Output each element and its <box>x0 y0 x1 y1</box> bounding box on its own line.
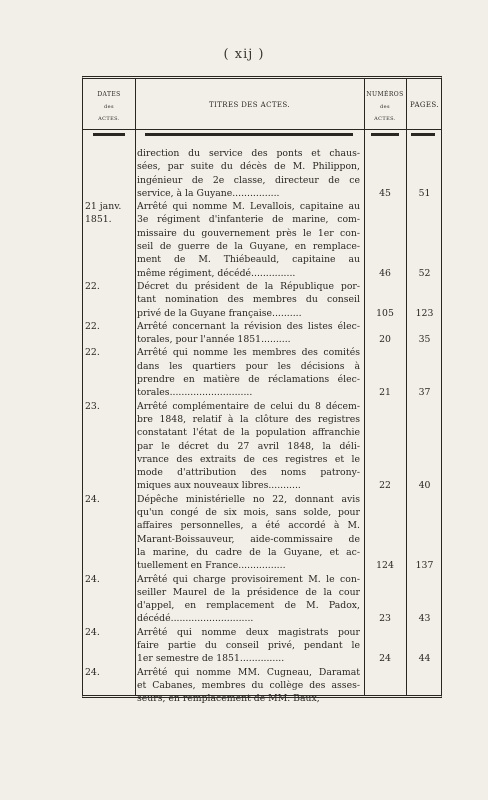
act-date-line: 1851. <box>85 214 112 226</box>
act-entry <box>83 400 443 493</box>
act-entry <box>83 666 443 706</box>
act-entry <box>83 346 443 399</box>
act-page: 123 <box>415 307 434 319</box>
act-title-line: qu'un congé de six mois, sans solde, pour <box>137 507 360 519</box>
act-title <box>135 200 364 280</box>
act-title-line: Arrêté qui charge provisoirement M. le con- <box>137 573 360 585</box>
act-title-line: seurs, en remplacement de MM. Baux, <box>137 693 320 705</box>
act-date <box>85 626 135 639</box>
header-numeros <box>364 89 406 125</box>
act-date <box>85 200 135 227</box>
act-page: 43 <box>418 613 431 625</box>
act-title-line: Arrêté complémentaire de celui du 8 décem- <box>137 400 360 412</box>
act-title-line: Arrêté qui nomme les membres des comités <box>137 347 360 359</box>
act-page: 44 <box>418 653 431 665</box>
act-entry <box>83 626 443 666</box>
act-title <box>135 280 364 320</box>
act-title-line: décédé............................ <box>137 613 254 625</box>
header-pages: PAGES. <box>410 101 439 109</box>
act-title-line: tant nomination des membres du conseil <box>137 294 360 306</box>
act-title-line: sées, par suite du décès de M. Philippon, <box>137 161 360 173</box>
act-title-line: mode d'attribution des noms patrony- <box>137 467 360 479</box>
act-title-line: même régiment, décédé............... <box>137 267 296 279</box>
act-title-line: dans les quartiers pour les décisions à <box>137 360 360 372</box>
header-numeros-line: ACTES. <box>374 116 396 122</box>
act-page: 52 <box>418 267 431 279</box>
act-page: 137 <box>415 560 434 572</box>
header-dates-line: des <box>104 104 114 110</box>
act-page: 37 <box>418 387 431 399</box>
act-title-line: vrance des extraits de ces registres et le <box>137 453 360 465</box>
act-entry <box>83 280 443 320</box>
header-numeros-line: NUMÉROS <box>366 91 404 98</box>
act-title-line: et Cabanes, membres du collège des asses- <box>137 679 360 691</box>
page-number: ( xij ) <box>223 47 265 62</box>
act-date <box>85 280 135 293</box>
act-title-line: la marine, du cadre de la Guyane, et ac- <box>137 546 360 558</box>
act-title-line: Décret du président de la République por- <box>137 280 360 292</box>
act-title <box>135 346 364 399</box>
act-title-line: Arrêté qui nomme M. Levallois, capitaine au <box>137 201 360 213</box>
act-title-line: torales............................ <box>137 387 253 399</box>
act-date-line: 24. <box>85 493 100 505</box>
act-title <box>135 493 364 573</box>
act-title-line: direction du service des ponts et chaus- <box>137 148 360 159</box>
act-title-line: tuellement en France................ <box>137 560 286 572</box>
act-date <box>85 493 135 506</box>
act-numero: 105 <box>376 307 394 319</box>
act-date <box>85 320 135 333</box>
table-of-acts <box>82 76 442 705</box>
act-title-line: service, à la Guyane................ <box>137 187 280 199</box>
act-title-line: affaires personnelles, a été accordé à M. <box>137 520 360 532</box>
act-title <box>135 147 364 200</box>
act-date <box>85 400 135 413</box>
act-title-line: prendre en matière de réclamations élec- <box>137 374 360 386</box>
act-date-line: 22. <box>85 320 100 332</box>
act-title-line: Marant-Boissauveur, aide-commissaire de <box>137 533 360 545</box>
act-date-line: 22. <box>85 347 100 359</box>
entries-list <box>83 147 443 705</box>
act-page: 51 <box>418 187 431 199</box>
act-page: 35 <box>418 334 431 346</box>
header-bar <box>145 133 353 136</box>
act-title-line: Dépêche ministérielle no 22, donnant avis <box>137 493 360 505</box>
act-numero: 24 <box>379 653 391 665</box>
act-date <box>85 666 135 679</box>
header-dates <box>83 89 135 125</box>
act-numero: 20 <box>379 334 391 346</box>
act-title <box>135 626 364 666</box>
act-title-line: seil de guerre de la Guyane, en remplace- <box>137 241 360 253</box>
header-bar <box>371 133 399 136</box>
act-numero: 45 <box>379 187 391 199</box>
act-entry <box>83 200 443 280</box>
act-title-line: Arrêté concernant la révision des listes élec- <box>137 320 360 332</box>
act-title <box>135 400 364 493</box>
act-title-line: torales, pour l'année 1851.......... <box>137 334 291 346</box>
act-entry <box>83 320 443 347</box>
act-title-line: 1er semestre de 1851............... <box>137 653 285 665</box>
act-title <box>135 666 364 706</box>
act-date <box>85 346 135 359</box>
act-title-line: Arrêté qui nomme deux magistrats pour <box>137 626 360 638</box>
act-title-line: ment de M. Thiébeauld, capitaine au <box>137 254 360 266</box>
act-title-line: d'appel, en remplacement de M. Padox, <box>137 600 360 612</box>
act-title-line: miques aux nouveaux libres........... <box>137 480 301 492</box>
act-entry <box>83 493 443 573</box>
header-rule <box>83 129 441 130</box>
act-title-line: ingénieur de 2e classe, directeur de ce <box>137 174 360 186</box>
act-title-line: par le décret du 27 avril 1848, la déli- <box>137 440 360 452</box>
header-numeros-line: des <box>380 104 390 110</box>
header-bar <box>411 133 435 136</box>
act-title <box>135 573 364 626</box>
act-entry <box>83 147 443 200</box>
act-numero: 124 <box>376 560 394 572</box>
header-bar <box>93 133 125 136</box>
act-title-line: 3e régiment d'infanterie de marine, com- <box>137 214 360 226</box>
act-numero: 21 <box>379 387 391 399</box>
act-date-line: 21 janv. <box>85 201 122 213</box>
header-dates-line: ACTES. <box>98 116 120 122</box>
act-page: 40 <box>418 480 431 492</box>
act-date-line: 24. <box>85 666 100 678</box>
act-numero: 23 <box>379 613 391 625</box>
act-title-line: Arrêté qui nomme MM. Cugneau, Daramat <box>137 666 360 678</box>
header-titles: TITRES DES ACTES. <box>208 101 290 109</box>
act-entry <box>83 573 443 626</box>
act-date-line: 24. <box>85 573 100 585</box>
act-date-line: 23. <box>85 400 100 412</box>
act-date <box>85 573 135 586</box>
act-date-line: 24. <box>85 626 100 638</box>
act-title-line: seiller Maurel de la présidence de la cour <box>137 586 360 598</box>
act-title-line: constatant l'état de la population affranchie <box>137 427 360 439</box>
act-date-line: 22. <box>85 280 100 292</box>
act-numero: 22 <box>379 480 391 492</box>
act-title-line: faire partie du conseil privé, pendant le <box>137 639 360 651</box>
act-title-line: bre 1848, relatif à la clôture des registres <box>137 413 360 425</box>
act-title <box>135 320 364 347</box>
header-dates-line: DATES <box>97 91 121 98</box>
act-numero: 46 <box>379 267 391 279</box>
act-title-line: missaire du gouvernement près le 1er con- <box>137 227 360 239</box>
act-title-line: privé de la Guyane française.......... <box>137 307 302 319</box>
